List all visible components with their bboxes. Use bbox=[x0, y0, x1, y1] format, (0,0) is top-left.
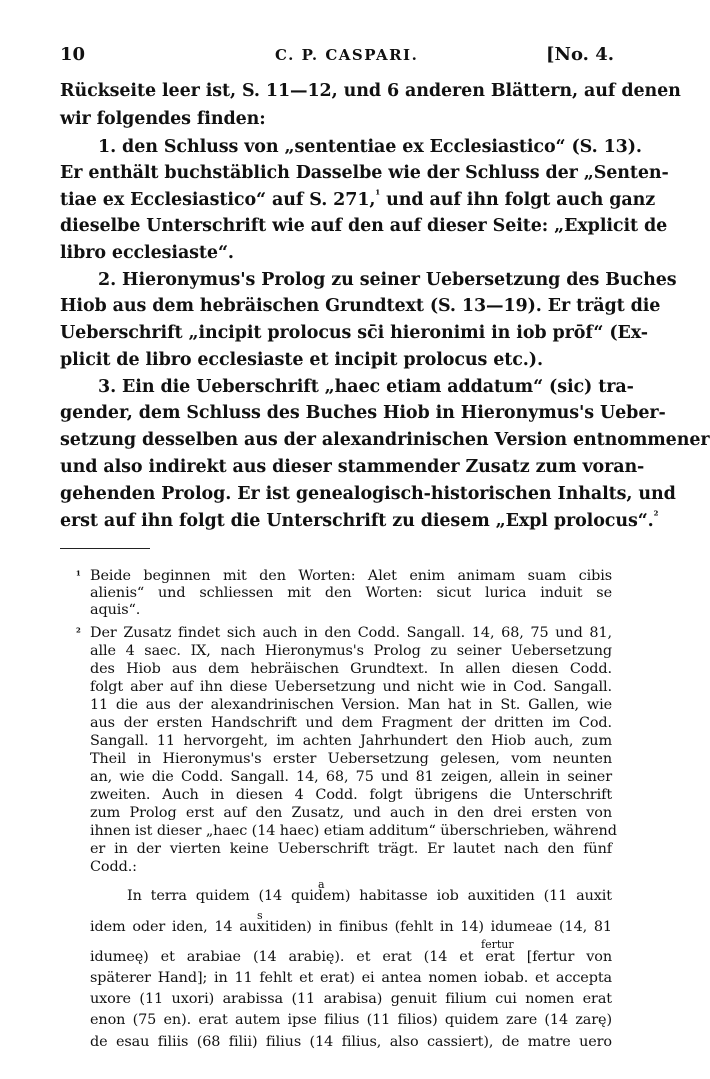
footnote-mark: ² bbox=[76, 626, 81, 639]
text-line: Hiob aus dem hebräischen Grundtext (S. 13—19). Er trägt die bbox=[60, 296, 661, 316]
footnote-rule bbox=[60, 548, 150, 549]
text-line: 1. den Schluss von „sententiae ex Ecclesiastico“ (S. 13). bbox=[98, 137, 642, 157]
page-number: 10 bbox=[60, 44, 86, 65]
text-line: tiae ex Ecclesiastico“ auf S. 271,$^{^1}$ und auf ihn folgt auch ganz bbox=[60, 188, 656, 210]
footnote-line: Beide beginnen mit den Worten: Alet enim animam suam cibis bbox=[90, 568, 612, 584]
text-line: wir folgendes finden: bbox=[60, 109, 266, 129]
section-number: [No. 4. bbox=[546, 44, 614, 65]
footnote-line: des Hiob aus dem hebräischen Grundtext. In allen diesen Codd. bbox=[90, 661, 612, 677]
footnote-line: folgt aber auf ihn diese Uebersetzung und nicht wie in Cod. Sangall. bbox=[90, 679, 612, 695]
text-line: setzung desselben aus der alexandrinischen Version entnommener bbox=[60, 430, 710, 450]
footnote-line: ihnen ist dieser „haec (14 haec) etiam additum“ überschrieben, während bbox=[90, 823, 617, 839]
footnote-line: Codd.: bbox=[90, 859, 137, 875]
text-line: erst auf ihn folgt die Unterschrift zu diesem „Expl prolocus“.$^{^2}$ bbox=[60, 509, 659, 531]
footnote-line: Der Zusatz findet sich auch in den Codd. Sangall. 14, 68, 75 und 81, bbox=[90, 625, 612, 641]
footnote-line: 11 die aus der alexandrinischen Version. Man hat in St. Gallen, wie bbox=[90, 697, 612, 713]
footnote-line: Sangall. 11 hervorgeht, im achten Jahrhundert den Hiob auch, zum bbox=[90, 733, 612, 749]
text-line: libro ecclesiaste“. bbox=[60, 243, 234, 263]
text-line: plicit de libro ecclesiaste et incipit prolocus etc.). bbox=[60, 350, 543, 370]
text-line: gehenden Prolog. Er ist genealogisch-historischen Inhalts, und bbox=[60, 484, 676, 504]
footnote-line: alle 4 saec. IX, nach Hieronymus's Prolog zu seiner Uebersetzung bbox=[90, 643, 612, 659]
footnote-line: aquis“. bbox=[90, 602, 141, 618]
quote-line: de esau filiis (68 filii) filius (14 filius, also cassiert), de matre uero bbox=[90, 1034, 612, 1050]
text-line: gender, dem Schluss des Buches Hiob in Hieronymus's Ueber- bbox=[60, 403, 666, 423]
quote-line: späterer Hand]; in 11 fehlt et erat) ei antea nomen iobab. et accepta bbox=[90, 970, 612, 986]
footnote-line: zum Prolog erst auf den Zusatz, und auch in den drei ersten von bbox=[90, 805, 612, 821]
quote-line: enon (75 en). erat autem ipse filius (11 filios) quidem zare (14 zarę) bbox=[90, 1012, 612, 1028]
footnote-mark: ¹ bbox=[76, 569, 81, 582]
quote-line: idumeę) et arabiae (14 arabię). et erat (14 et erat [fertur von bbox=[90, 949, 612, 965]
text-line: Ueberschrift „incipit prolocus sc̄i hieronimi in iob prōf“ (Ex- bbox=[60, 323, 648, 343]
footnote-line: zweiten. Auch in diesen 4 Codd. folgt übrigens die Unterschrift bbox=[90, 787, 612, 803]
text-line: dieselbe Unterschrift wie auf den auf dieser Seite: „Explicit de bbox=[60, 216, 668, 236]
running-title: C. P. CASPARI. bbox=[275, 46, 419, 64]
text-line: Rückseite leer ist, S. 11—12, und 6 anderen Blättern, auf denen bbox=[60, 81, 681, 101]
quote-line: uxore (11 uxori) arabissa (11 arabisa) genuit filium cui nomen erat bbox=[90, 991, 612, 1007]
text-line: und also indirekt aus dieser stammender Zusatz zum voran- bbox=[60, 457, 645, 477]
footnote-line: Theil in Hieronymus's erster Uebersetzung gelesen, vom neunten bbox=[90, 751, 612, 767]
footnote-line: aus der ersten Handschrift und dem Fragment der dritten im Cod. bbox=[90, 715, 612, 731]
text-line: Er enthält buchstäblich Dasselbe wie der Schluss der „Senten- bbox=[60, 163, 669, 183]
quote-line: In terra quidem (14 quidem) habitasse iob auxitiden (11 auxit bbox=[127, 888, 612, 904]
interlinear-annotation: a bbox=[318, 878, 325, 891]
text-line: 3. Ein die Ueberschrift „haec etiam addatum“ (sic) tra- bbox=[98, 377, 634, 397]
interlinear-annotation: fertur bbox=[481, 938, 514, 951]
quote-line: idem oder iden, 14 auxitiden) in finibus (fehlt in 14) idumeae (14, 81 bbox=[90, 919, 612, 935]
footnote-line: an, wie die Codd. Sangall. 14, 68, 75 und 81 zeigen, allein in seiner bbox=[90, 769, 612, 785]
footnote-line: alienis“ und schliessen mit den Worten: sicut lurica induit se bbox=[90, 585, 612, 601]
interlinear-annotation: s bbox=[257, 909, 263, 922]
text-line: 2. Hieronymus's Prolog zu seiner Uebersetzung des Buches bbox=[98, 270, 677, 290]
running-header bbox=[60, 44, 616, 68]
footnote-line: er in der vierten keine Ueberschrift trägt. Er lautet nach den fünf bbox=[90, 841, 612, 857]
